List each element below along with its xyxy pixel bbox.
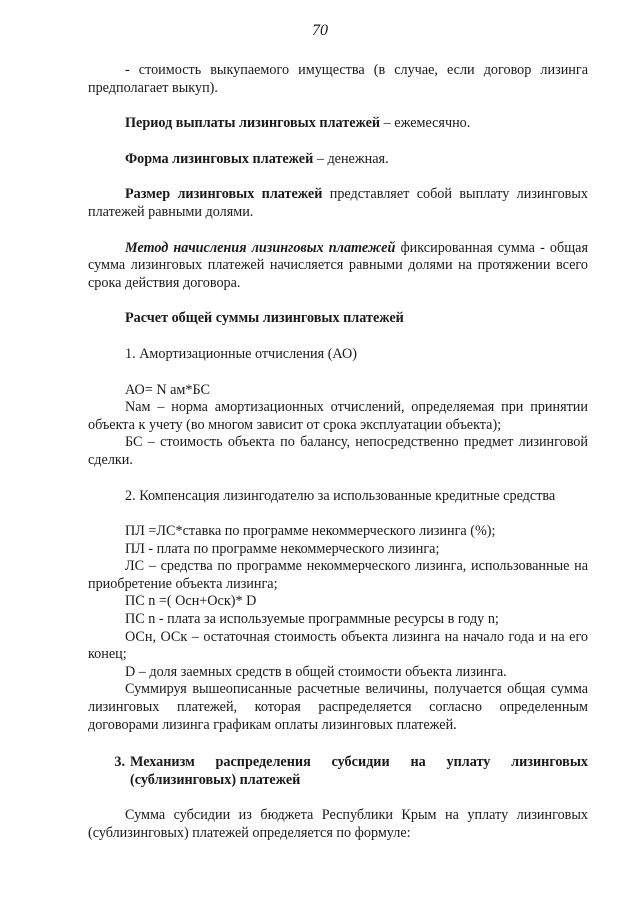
section-heading-subsidy — [88, 754, 588, 789]
list-item-depreciation: 1. Амортизационные отчисления (АО) — [125, 345, 357, 362]
payment-period-value: – ежемесячно. — [380, 115, 471, 132]
document-body — [88, 62, 588, 843]
definition-ps: ПС n - плата за используемые программные ресурсы в году n; — [125, 611, 499, 628]
accrual-method-value: фиксированная сумма - общая сумма лизинговых платежей начисляется равными долями на протяжении всего срока действия договора. — [88, 239, 588, 291]
term-payment-form: Форма лизинговых платежей — [125, 150, 314, 167]
term-payment-period: Период выплаты лизинговых платежей — [125, 115, 381, 132]
term-accrual-method: Метод начисления лизинговых платежей — [125, 239, 396, 256]
formula-pl: ПЛ =ЛС*ставка по программе некоммерческого лизинга (%); — [125, 523, 496, 540]
payment-size-value: представляет собой выплату лизинговых платежей равными долями. — [88, 186, 588, 220]
page-number: 70 — [312, 22, 328, 39]
paragraph-accrual-method — [88, 240, 588, 293]
definition-nam: Nам – норма амортизационных отчислений, определяемая при принятии объекта к учету (во многом зависит от срока эксплуатации объекта); — [88, 399, 588, 433]
paragraph-redemption-cost: - стоимость выкупаемого имущества (в случае, если договор лизинга предполагает выкуп). — [88, 62, 588, 96]
definition-bs: БС – стоимость объекта по балансу, непосредственно предмет лизинговой сделки. — [88, 434, 588, 468]
section-title: Механизм распределения субсидии на уплату лизинговых (сублизинговых) платежей — [130, 754, 588, 788]
formula-depreciation: АО= N ам*БС — [125, 381, 211, 398]
definition-ls: ЛС – средства по программе некоммерческого лизинга, использованные на приобретение объекта лизинга; — [88, 558, 588, 592]
paragraph-subsidy-formula-intro: Сумма субсидии из бюджета Республики Крым на уплату лизинговых (сублизинговых) платежей определяется по формуле: — [88, 807, 588, 841]
term-payment-size: Размер лизинговых платежей — [125, 186, 323, 203]
heading-total-calculation: Расчет общей суммы лизинговых платежей — [125, 310, 404, 327]
paragraph-payment-size — [88, 186, 588, 221]
paragraph-payment-form — [88, 151, 588, 169]
formula-ps: ПС n =( Осн+Оск)* D — [125, 593, 257, 610]
list-item-compensation: 2. Компенсация лизингодателю за использованные кредитные средства — [125, 487, 556, 504]
paragraph-payment-period — [88, 115, 588, 133]
section-number: 3. — [114, 754, 125, 771]
definition-d: D – доля заемных средств в общей стоимости объекта лизинга. — [125, 663, 507, 680]
definition-pl: ПЛ - плата по программе некоммерческого лизинга; — [125, 540, 440, 557]
definition-osn-osk: ОСн, ОСк – остаточная стоимость объекта лизинга на начало года и на его конец; — [88, 628, 588, 663]
payment-form-value: – денежная. — [313, 150, 389, 167]
paragraph-summary: Суммируя вышеописанные расчетные величины, получается общая сумма лизинговых платежей, которая распределяется согласно определенным договорами лизинга графикам оплаты лизинговых платежей. — [88, 681, 588, 733]
